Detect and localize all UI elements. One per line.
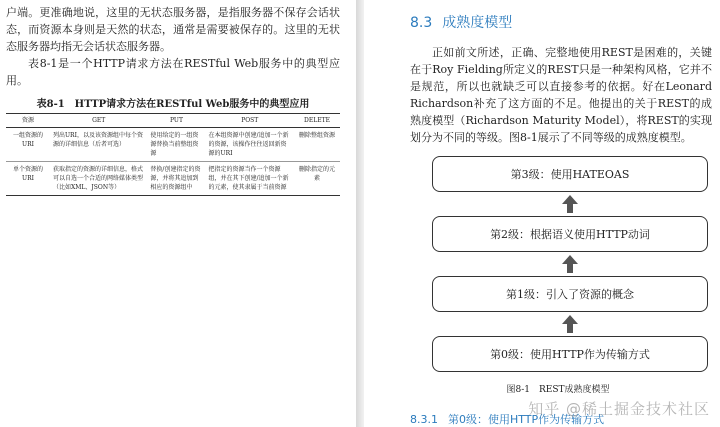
table-cell: 列出URI，以及该资源组中每个资源的详细信息（后者可选） — [50, 128, 147, 162]
table-cell: 替换/创建指定的资源，并将其追加到相应的资源组中 — [147, 162, 205, 196]
table-cell: 在本组资源中创建/追加一个新的资源，该操作往往返回新资源的URI — [206, 128, 294, 162]
subsection-title: 第0级：使用HTTP作为传输方式 — [448, 413, 605, 426]
figure-caption: 图8-1 REST成熟度模型 — [506, 385, 610, 395]
maturity-model-diagram — [432, 156, 708, 395]
table-cell: 把指定的资源当作一个资源组，并在其下创建/追加一个新的元素，使其隶属于当前资源 — [206, 162, 294, 196]
table-cell: 使用给定的一组资源替换当前整组资源 — [147, 128, 205, 162]
right-page — [364, 0, 720, 427]
up-arrow-icon — [432, 252, 708, 276]
http-methods-table — [6, 113, 340, 196]
left-paragraph-1: 户端。更准确地说，这里的无状态服务器，是指服务器不保存会话状态，而资源本身则是天然的状态，通常是需要被保存的。这里的无状态服务器均指无会话状态服务器。 — [6, 6, 340, 53]
table-header-cell: PUT — [147, 114, 205, 128]
up-arrow-icon — [432, 312, 708, 336]
section-heading — [410, 12, 712, 32]
table-row — [6, 162, 340, 196]
table-cell: 删除整组资源 — [294, 128, 340, 162]
table-header-cell: DELETE — [294, 114, 340, 128]
level-2-box: 第2级：根据语义使用HTTP动词 — [432, 216, 708, 252]
level-1-box: 第1级：引入了资源的概念 — [432, 276, 708, 312]
table-header-cell: 资源 — [6, 114, 50, 128]
level-3-box: 第3级：使用HATEOAS — [432, 156, 708, 192]
table-header-row — [6, 114, 340, 128]
table-caption: 表8-1 HTTP请求方法在RESTful Web服务中的典型应用 — [36, 99, 310, 110]
left-page — [0, 0, 356, 427]
table-cell: 删除指定的元素 — [294, 162, 340, 196]
table-header-cell: GET — [50, 114, 147, 128]
subsection-number: 8.3.1 — [410, 413, 438, 426]
section-number: 8.3 — [410, 15, 433, 31]
watermark: 知乎 @稀土掘金技术社区 — [528, 400, 710, 418]
right-paragraph: 正如前文所述，正确、完整地使用REST是困难的，关键在于Roy Fielding所定义的REST只是一种架构风格，它并不是规范，所以也就缺乏可以直接参考的依据。好在Leonard Richardson补充了这方面的不足。他提出的关于REST的成熟度模型（Richardson Maturity Model），将REST的实现划分为不同的等级。图8-1展示了不同等级的成熟度模型。 — [410, 46, 712, 144]
up-arrow-icon — [432, 192, 708, 216]
table-header-cell: POST — [206, 114, 294, 128]
page-gutter — [356, 0, 364, 427]
table-row — [6, 128, 340, 162]
left-paragraph-2: 表8-1是一个HTTP请求方法在RESTful Web服务中的典型应用。 — [6, 57, 340, 87]
table-cell: 一组资源的URI — [6, 128, 50, 162]
table-cell: 单个资源的URI — [6, 162, 50, 196]
table-cell: 获取指定的资源的详细信息，格式可以自选一个合适的网络媒体类型（比如XML、JSON等） — [50, 162, 147, 196]
section-title: 成熟度模型 — [442, 15, 513, 31]
level-0-box: 第0级：使用HTTP作为传输方式 — [432, 336, 708, 372]
